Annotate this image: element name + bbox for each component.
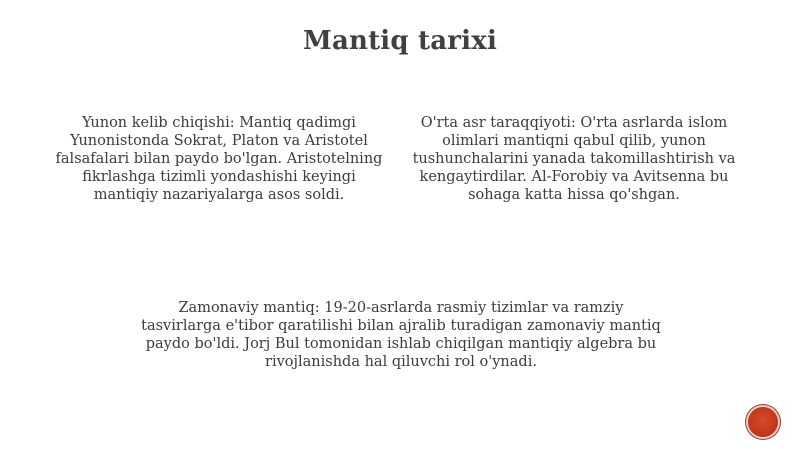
- text-block-greek-origin: Yunon kelib chiqishi: Mantiq qadimgi Yunonistonda Sokrat, Platon va Aristotel falsafalari bilan paydo bo'lgan. Aristotelning fikrlashga tizimli yondashishi keyingi mantiqiy nazariyalarga asos soldi.: [55, 115, 383, 203]
- text-block-modern-logic: Zamonaviy mantiq: 19-20-asrlarda rasmiy tizimlar va ramziy tasvirlarga e'tibor qaratilishi bilan ajralib turadigan zamonaviy mantiq paydo bo'ldi. Jorj Bul tomonidan ishlab chiqilgan mantiqiy algebra bu rivojlanishda hal qiluvchi rol o'ynadi.: [141, 300, 661, 370]
- slide-title: Mantiq tarixi: [302, 26, 498, 56]
- text-block-medieval-development: O'rta asr taraqqiyoti: O'rta asrlarda islom olimlari mantiqni qabul qilib, yunon tushunchalarini yanada takomillashtirish va kengaytirdilar. Al-Forobiy va Avitsenna bu sohaga katta hissa qo'shgan.: [412, 115, 736, 203]
- next-slide-button[interactable]: [748, 407, 778, 437]
